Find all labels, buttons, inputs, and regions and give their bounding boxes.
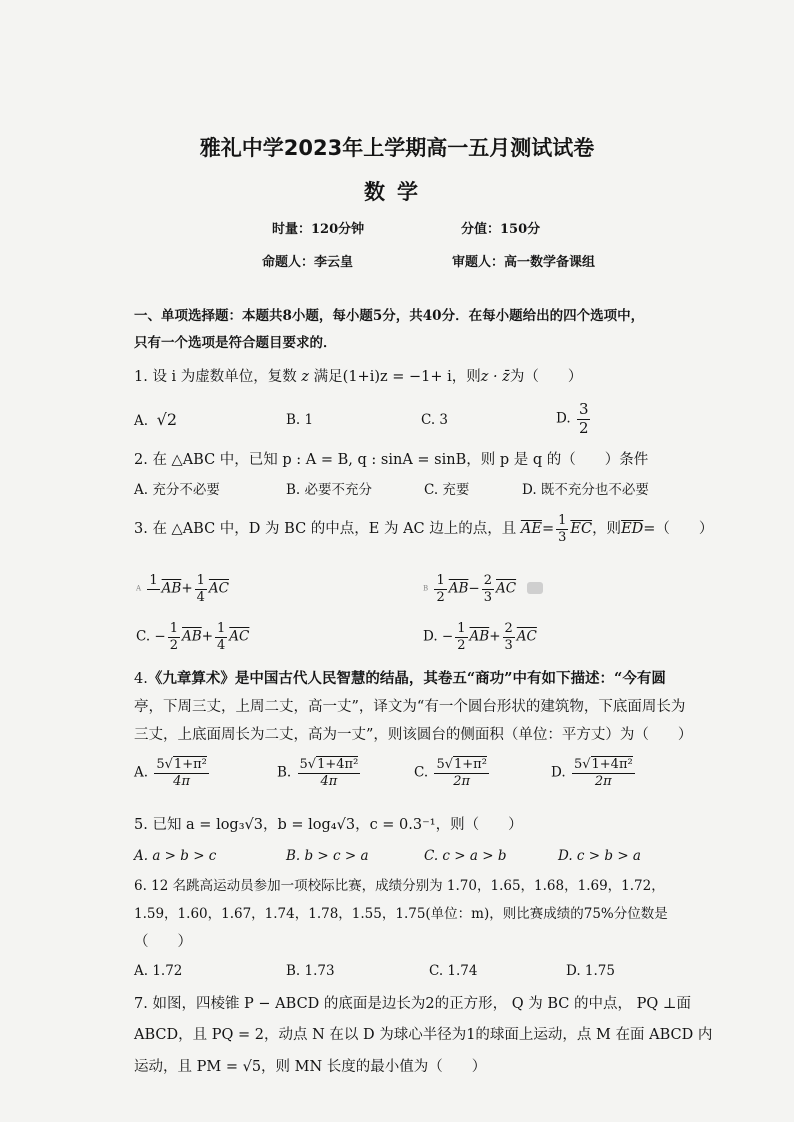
q1-option-d-fraction — [577, 402, 591, 437]
q3-d-f1d: 2 — [457, 637, 466, 653]
q3-b-f2d: 3 — [483, 589, 492, 605]
q1-option-a[interactable] — [134, 412, 177, 429]
reviewer: 审题人：高一数学备课组 — [452, 255, 596, 270]
q5-option-d[interactable]: D. c > b > a — [558, 848, 641, 864]
question-2: 2. 在 △ABC 中，已知 p : A = B, q : sinA = sinB，则 p 是 q 的（ ）条件 — [134, 452, 649, 468]
q4-d-pre: 5 — [573, 757, 583, 772]
time-limit: 时量：120分钟 — [272, 222, 365, 237]
q3-option-a[interactable] — [136, 574, 229, 604]
q2-option-a[interactable]: A. 充分不必要 — [134, 482, 220, 498]
exam-title: 雅礼中学2023年上学期高一五月测试试卷 — [199, 136, 595, 160]
q4-a-den: 4π — [173, 773, 190, 789]
q3-c-f1n: 1 — [169, 621, 179, 636]
q3-c-frac2 — [215, 622, 227, 652]
q3-b-f1d: 2 — [436, 589, 445, 605]
question-1 — [134, 370, 582, 385]
q3-option-c[interactable] — [136, 622, 249, 652]
q4-option-c[interactable] — [414, 758, 491, 788]
q3-c-f2n: 1 — [217, 621, 226, 636]
q4-c-label: C. — [414, 764, 429, 781]
question-6-line3: （ ） — [134, 934, 192, 950]
q2-option-d[interactable]: D. 既不充分也不必要 — [522, 482, 649, 498]
question-4-line1 — [134, 672, 666, 687]
q4-b-label: B. — [277, 764, 292, 781]
q3-d-f2d: 3 — [504, 637, 513, 653]
question-4-line3: 三丈，上底面周长为二丈，高为一丈”，则该圆台的侧面积（单位：平方丈）为（ ） — [134, 727, 693, 743]
q3-b-op: − — [468, 580, 480, 597]
q3-fraction — [556, 514, 568, 544]
q3-c-label: C. − — [136, 628, 166, 645]
q3-a-frac1 — [147, 574, 159, 604]
q1-option-a-value: √2 — [156, 410, 178, 429]
q3-vec-ec: $\overline{EC}$ — [570, 520, 593, 537]
q3-a-op: + — [181, 580, 193, 597]
q5-option-c[interactable]: C. c > a > b — [424, 848, 507, 864]
q1-d-den: 2 — [578, 418, 589, 437]
q3-b-f2n: 2 — [483, 573, 492, 588]
subject-title: 数学 — [364, 180, 430, 204]
q3-a-f1n: 1 — [149, 573, 158, 589]
q1-text-a: 1. 设 i 为虚数单位，复数 — [134, 369, 302, 385]
q4-b-pre: 5 — [299, 757, 308, 772]
q1-option-d[interactable] — [556, 402, 592, 437]
q3-a-label: A — [136, 584, 142, 593]
q3-c-v1: $\overline{AB}$ — [182, 628, 202, 645]
q1-d-num: 3 — [578, 400, 589, 418]
q3-eq: = — [541, 520, 555, 537]
q3-d-op: + — [489, 628, 501, 645]
q3-d-frac2 — [503, 622, 515, 652]
q3-b-label: B — [423, 584, 429, 593]
q4-a-label: A. — [134, 764, 149, 781]
q3-b-frac1 — [434, 574, 446, 604]
q3-a-f2n: 1 — [196, 573, 205, 588]
q4-d-rad: 1+4π² — [591, 757, 633, 772]
q1-option-b[interactable]: B. 1 — [286, 412, 314, 428]
q3-c-frac1 — [168, 622, 180, 652]
q3-frac-den: 3 — [558, 529, 567, 545]
question-6-line2: 1.59，1.60，1.67，1.74，1.78，1.55，1.75(单位：m)，则比赛成绩的75%分位数是 — [134, 906, 668, 922]
q1-z-conj: z · z̄ — [480, 369, 510, 385]
question-7-line2: ABCD，且 PQ = 2，动点 N 在以 D 为球心半径为1的球面上运动，点 M 在面 ABCD 内 — [134, 1027, 713, 1043]
q4-b-den: 4π — [320, 773, 338, 789]
q6-option-d[interactable]: D. 1.75 — [566, 963, 615, 979]
q4-d-label: D. — [551, 764, 566, 781]
q4-c-frac: $\frac{\text{5√1+π²}}{2\pi}$ — [436, 757, 487, 789]
q4-number: 4. — [134, 671, 148, 687]
q5-option-a[interactable]: A. a > b > c — [134, 848, 217, 864]
q3-a-v1: $\overline{AB}$ — [161, 580, 182, 597]
q3-option-d[interactable] — [423, 622, 537, 652]
q3-d-frac1 — [455, 622, 467, 652]
section-heading-line1: 一、单项选择题：本题共8小题，每小题5分，共40分．在每小题给出的四个选项中， — [134, 308, 645, 324]
q3-c-v2: $\overline{AC}$ — [229, 628, 250, 645]
author: 命题人：李云皇 — [262, 255, 354, 270]
q3-frac-num: 1 — [558, 513, 567, 528]
q2-option-c[interactable]: C. 充要 — [424, 482, 470, 498]
q4-c-rad: 1+π² — [454, 757, 487, 772]
q4-a-frac: $\frac{\text{5√1+π²}}{4\pi}$ — [156, 757, 207, 789]
q5-option-b[interactable]: B. b > c > a — [286, 848, 369, 864]
q3-a-v2: $\overline{AC}$ — [208, 580, 229, 597]
q3-d-f2n: 2 — [504, 621, 513, 636]
question-4-line2: 亭，下周三丈，上周二丈，高一丈”，译文为“有一个圆台形状的建筑物，下底面周长为 — [134, 699, 686, 715]
q3-d-f1n: 1 — [457, 621, 466, 636]
q4-d-frac: $\frac{\text{5√1+4π²}}{2\pi}$ — [573, 757, 633, 789]
q3-c-op: + — [201, 628, 214, 645]
section-heading-line2: 只有一个选项是符合题目要求的． — [134, 335, 337, 351]
q3-vec-ae: $\overline{AE}$ — [520, 520, 542, 537]
q3-text-a: 3. 在 △ABC 中，D 为 BC 的中点，E 为 AC 边上的点，且 — [134, 520, 517, 537]
q3-b-f1n: 1 — [436, 573, 445, 588]
q3-b-v1: $\overline{AB}$ — [448, 580, 469, 597]
q4-option-a[interactable] — [134, 758, 211, 788]
q2-option-b[interactable]: B. 必要不充分 — [286, 482, 373, 498]
scan-smudge — [527, 582, 543, 594]
q4-option-b[interactable] — [277, 758, 362, 788]
q3-c-f2d: 4 — [217, 637, 226, 653]
q1-var-z: z — [301, 369, 310, 385]
q3-b-v2: $\overline{AC}$ — [496, 580, 517, 597]
q3-text-c: =（ ） — [643, 520, 714, 537]
question-7-line1: 7. 如图，四棱锥 P − ABCD 的底面是边长为2的正方形， Q 为 BC 的中点， PQ ⊥面 — [134, 996, 691, 1012]
q6-option-b[interactable]: B. 1.73 — [286, 963, 335, 979]
q3-a-f2d: 4 — [196, 589, 205, 605]
q1-option-a-label: A. — [134, 413, 149, 429]
q4-c-pre: 5 — [436, 757, 445, 772]
q1-option-c[interactable]: C. 3 — [421, 412, 449, 428]
q3-d-v2: $\overline{AC}$ — [516, 628, 537, 645]
q3-d-v1: $\overline{AB}$ — [469, 628, 490, 645]
q4-c-den: 2π — [453, 773, 471, 789]
q3-d-label: D. − — [423, 628, 454, 645]
q4-b-rad: 1+4π² — [317, 757, 359, 772]
question-5: 5. 已知 a = log₃√3，b = log₄√3，c = 0.3⁻¹，则（ ） — [134, 817, 523, 833]
q4-option-d[interactable] — [551, 758, 637, 788]
q1-text-e: 为（ ） — [509, 369, 583, 385]
q3-c-f1d: 2 — [169, 637, 179, 653]
q3-vec-ed: $\overline{ED}$ — [621, 520, 644, 537]
q3-a-f1d — [147, 590, 159, 604]
q4-d-den: 2π — [594, 773, 612, 789]
q6-option-c[interactable]: C. 1.74 — [429, 963, 478, 979]
q6-option-a[interactable]: A. 1.72 — [134, 963, 183, 979]
q1-option-d-label: D. — [556, 410, 571, 427]
q4-a-rad: 1+π² — [173, 757, 207, 772]
question-6-line1: 6. 12 名跳高运动员参加一项校际比赛，成绩分别为 1.70，1.65，1.68，1.69，1.72， — [134, 878, 665, 894]
total-score: 分值：150分 — [461, 222, 541, 237]
q3-a-frac2 — [195, 574, 207, 604]
q3-option-b[interactable] — [423, 574, 516, 604]
q4-text-1: 《九章算术》是中国古代人民智慧的结晶，其卷五“商功”中有如下描述：“今有圆 — [147, 670, 666, 687]
question-7-line3: 运动，且 PM = √5，则 MN 长度的最小值为（ ） — [134, 1059, 487, 1075]
q4-b-frac: $\frac{\text{5√1+4π²}}{4\pi}$ — [299, 757, 359, 789]
question-3 — [134, 514, 713, 544]
q3-text-b: ，则 — [592, 520, 622, 537]
q1-text-c: 满足(1+i)z = −1+ i，则 — [309, 369, 481, 385]
q3-b-frac2 — [482, 574, 494, 604]
q4-a-pre: 5 — [156, 757, 165, 772]
